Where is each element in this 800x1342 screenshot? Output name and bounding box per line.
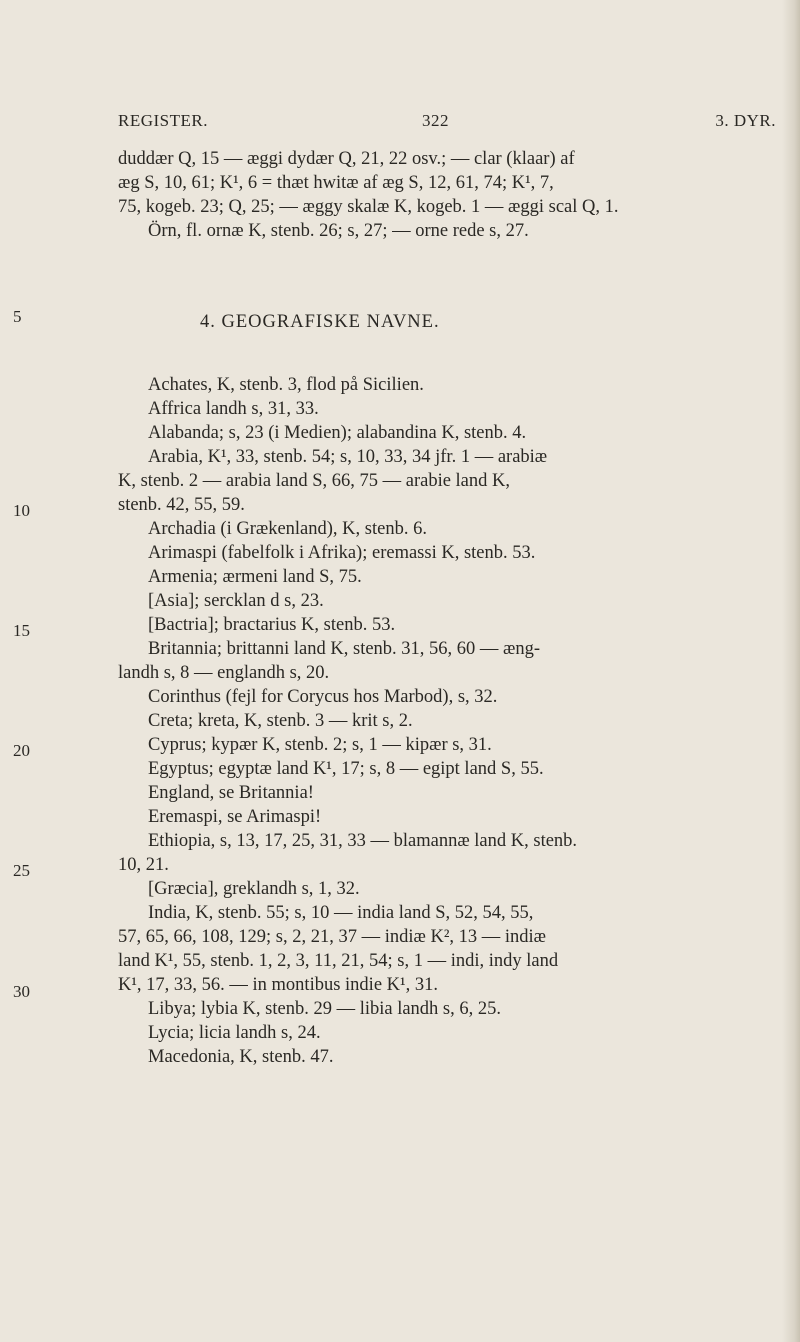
text-line: [Bactria]; bractarius K, stenb. 53. [148, 615, 396, 635]
text-line: Libya; lybia K, stenb. 29 — libia landh s, 6, 25. [148, 999, 501, 1019]
text-line: land K¹, 55, stenb. 1, 2, 3, 11, 21, 54; s, 1 — indi, indy land [118, 951, 559, 971]
page-number: 322 [422, 111, 449, 130]
text-line: Archadia (i Grækenland), K, stenb. 6. [148, 519, 427, 539]
line-number: 5 [13, 307, 22, 326]
text-line: Lycia; licia landh s, 24. [148, 1023, 321, 1043]
text-line: [Græcia], greklandh s, 1, 32. [148, 879, 360, 899]
text-line: Affrica landh s, 31, 33. [148, 399, 319, 419]
text-line: Corinthus (fejl for Corycus hos Marbod), s, 32. [148, 687, 498, 707]
header-right: 3. DYR. [715, 111, 776, 130]
text-line: stenb. 42, 55, 59. [118, 495, 245, 515]
text-line: England, se Britannia! [148, 783, 314, 803]
line-number: 30 [13, 982, 30, 1001]
running-header [118, 111, 776, 133]
text-line: æg S, 10, 61; K¹, 6 = thæt hwitæ af æg S, 12, 61, 74; K¹, 7, [118, 173, 554, 193]
text-line: Macedonia, K, stenb. 47. [148, 1047, 334, 1067]
text-line: Eremaspi, se Arimaspi! [148, 807, 322, 827]
text-line: duddær Q, 15 — æggi dydær Q, 21, 22 osv.; — clar (klaar) af [118, 149, 575, 169]
text-line: landh s, 8 — englandh s, 20. [118, 663, 330, 683]
text-line: Arabia, K¹, 33, stenb. 54; s, 10, 33, 34 jfr. 1 — arabiæ [148, 447, 548, 467]
text-line: K, stenb. 2 — arabia land S, 66, 75 — arabie land K, [118, 471, 511, 491]
text-line: India, K, stenb. 55; s, 10 — india land S, 52, 54, 55, [148, 903, 534, 923]
line-number: 25 [13, 861, 30, 880]
section-heading: 4. GEOGRAFISKE NAVNE. [200, 312, 440, 332]
line-number: 20 [13, 741, 30, 760]
header-left: REGISTER. [118, 111, 208, 130]
text-line: Armenia; ærmeni land S, 75. [148, 567, 362, 587]
text-line: [Asia]; sercklan d s, 23. [148, 591, 324, 611]
text-line: Ethiopia, s, 13, 17, 25, 31, 33 — blamannæ land K, stenb. [148, 831, 578, 851]
text-line: 75, kogeb. 23; Q, 25; — æggy skalæ K, kogeb. 1 — æggi scal Q, 1. [118, 197, 619, 217]
text-line: 57, 65, 66, 108, 129; s, 2, 21, 37 — indiæ K², 13 — indiæ [118, 927, 546, 947]
text-line: Arimaspi (fabelfolk i Afrika); eremassi K, stenb. 53. [148, 543, 536, 563]
text-line: 10, 21. [118, 855, 169, 875]
text-line: Egyptus; egyptæ land K¹, 17; s, 8 — egipt land S, 55. [148, 759, 544, 779]
text-line: Creta; kreta, K, stenb. 3 — krit s, 2. [148, 711, 413, 731]
text-line: Cyprus; kypær K, stenb. 2; s, 1 — kipær s, 31. [148, 735, 492, 755]
text-line: Britannia; brittanni land K, stenb. 31, 56, 60 — æng- [148, 639, 541, 659]
text-line: Achates, K, stenb. 3, flod på Sicilien. [148, 375, 424, 395]
line-number: 15 [13, 621, 30, 640]
line-number: 10 [13, 501, 30, 520]
text-line: Örn, fl. ornæ K, stenb. 26; s, 27; — orne rede s, 27. [148, 221, 529, 241]
text-line: Alabanda; s, 23 (i Medien); alabandina K, stenb. 4. [148, 423, 527, 443]
text-line: K¹, 17, 33, 56. — in montibus indie K¹, 31. [118, 975, 438, 995]
